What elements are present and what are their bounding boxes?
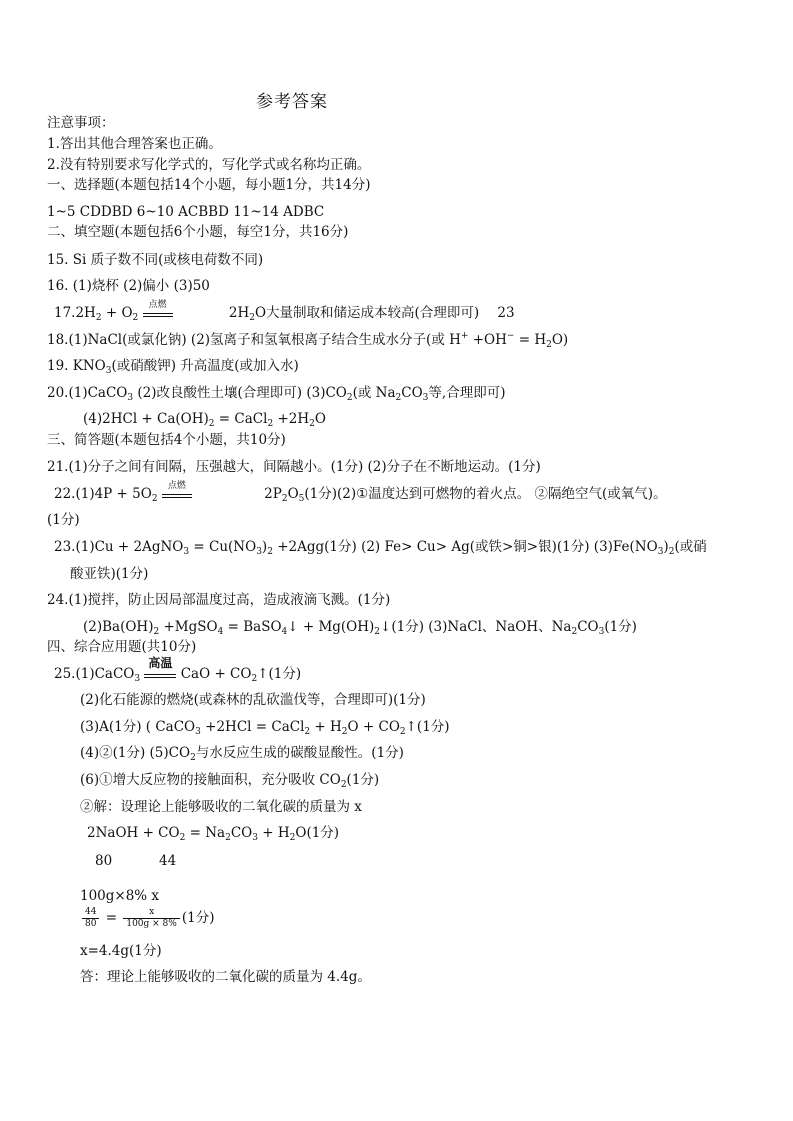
q25-sub: 2 bbox=[341, 727, 348, 737]
q22-text: (1分)(2)①温度达到可燃物的着火点。 ②隔绝空气(或氧气)。 bbox=[304, 486, 667, 502]
question-22 bbox=[54, 481, 667, 504]
fraction-numerator: x bbox=[123, 907, 179, 919]
q18-sub: 2 bbox=[546, 340, 552, 350]
question-25-proportion bbox=[80, 906, 214, 930]
q20-sub: 2 bbox=[309, 419, 315, 429]
q23-text: ) bbox=[663, 539, 669, 555]
q17-text: + O bbox=[101, 305, 133, 321]
question-25-line-5 bbox=[80, 770, 379, 790]
q25-text: 25.(1)CaCO bbox=[54, 666, 135, 682]
q22-text: 2P bbox=[264, 486, 282, 502]
q23-text: +2Agg(1分) (2) Fe> Cu> Ag(或铁>铜>银)(1分) (3)Fe(NO bbox=[272, 539, 658, 555]
q24-text: ↓ + Mg(OH) bbox=[287, 619, 375, 635]
q25-sub: 2 bbox=[289, 833, 296, 843]
condition-label: 点燃 bbox=[167, 481, 186, 491]
q25-text: O + CO bbox=[347, 719, 400, 735]
q22-sub: 2 bbox=[281, 494, 288, 504]
q18-text: O) bbox=[551, 332, 569, 348]
section-2-heading: 二、填空题(本题包括6个小题，每空1分，共16分) bbox=[47, 224, 349, 240]
q25-sub: 2 bbox=[225, 833, 231, 843]
q22-text: O bbox=[287, 486, 299, 502]
q25-text: CaO + CO bbox=[180, 666, 252, 682]
q18-text: +OH bbox=[468, 332, 507, 348]
q25-text: = Na bbox=[185, 825, 226, 841]
q18-sup: − bbox=[506, 331, 515, 341]
q23-text: (或硝 bbox=[674, 539, 707, 555]
q20-text: 20.(1)CaCO bbox=[47, 385, 128, 401]
q25-sub: 2 bbox=[340, 780, 347, 790]
q19-text: (或硝酸钾) 升高温度(或加入水) bbox=[111, 358, 299, 374]
q18-text: = H bbox=[514, 332, 547, 348]
q20-sub: 2 bbox=[346, 393, 353, 403]
q25-sub: 2 bbox=[304, 727, 311, 737]
question-20-line-2 bbox=[83, 409, 326, 429]
q25-sub: 2 bbox=[190, 753, 196, 763]
q23-sub: 3 bbox=[256, 547, 262, 557]
page-title: 参考答案 bbox=[256, 92, 328, 112]
q20-text: 等,合理即可) bbox=[428, 385, 506, 401]
q17-sub: 2 bbox=[132, 313, 139, 323]
section-1-answers: 1~5 CDDBD 6~10 ACBBD 11~14 ADBC bbox=[47, 204, 325, 220]
q20-text: (4)2HCl + Ca(OH) bbox=[83, 411, 209, 427]
question-19 bbox=[47, 356, 299, 376]
question-25-answer: 答：理论上能够吸收的二氧化碳的质量为 4.4g。 bbox=[80, 969, 371, 985]
q25-text: ↑(1分) bbox=[405, 719, 450, 735]
q23-sub: 2 bbox=[668, 547, 675, 557]
q25-sub: 3 bbox=[195, 727, 201, 737]
molar-mass-naoh: 80 bbox=[95, 853, 113, 869]
q17-sub: 2 bbox=[95, 313, 102, 323]
note-1: 1.答出其他合理答案也正确。 bbox=[47, 136, 222, 152]
q25-sub: 3 bbox=[134, 674, 141, 684]
question-25-result: x=4.4g(1分) bbox=[80, 943, 162, 959]
q20-text: = CaCl bbox=[214, 411, 268, 427]
question-25-line-3 bbox=[80, 717, 450, 737]
q23-text: 23.(1)Cu + 2AgNO bbox=[54, 539, 184, 555]
fraction-left bbox=[82, 907, 99, 930]
fraction-denominator: 100g × 8% bbox=[126, 919, 177, 929]
q25-text: +2HCl = CaCl bbox=[200, 719, 305, 735]
question-22-continued: (1分) bbox=[47, 512, 80, 528]
reaction-condition-arrow bbox=[144, 656, 176, 678]
q24-text: +MgSO bbox=[159, 619, 218, 635]
q20-sub: 3 bbox=[127, 393, 134, 403]
q25-text: O(1分) bbox=[295, 825, 340, 841]
condition-label: 点燃 bbox=[148, 300, 167, 310]
q24-sub: 2 bbox=[571, 627, 578, 637]
q23-text: ) bbox=[261, 539, 268, 555]
q19-text: 19. KNO bbox=[47, 358, 106, 374]
q24-text: (2)Ba(OH) bbox=[83, 619, 154, 635]
q20-text: O bbox=[314, 411, 326, 427]
question-16: 16. (1)烧杯 (2)偏小 (3)50 bbox=[47, 278, 210, 294]
q17-text: 2H bbox=[228, 305, 250, 321]
condition-label: 高温 bbox=[148, 656, 173, 670]
q25-text: CO bbox=[230, 825, 253, 841]
q25-text: (3)A(1分) ( CaCO bbox=[80, 719, 196, 735]
reaction-condition-arrow bbox=[162, 481, 192, 498]
section-1-heading: 一、选择题(本题包括14个小题，每小题1分，共14分) bbox=[47, 177, 371, 193]
q24-sub: 2 bbox=[374, 627, 381, 637]
q22-sub: 5 bbox=[298, 494, 305, 504]
q20-sub: 2 bbox=[208, 419, 215, 429]
molar-mass-co2: 44 bbox=[159, 853, 177, 869]
q25-text: 与水反应生成的碳酸显酸性。(1分) bbox=[195, 745, 404, 761]
q20-sub: 3 bbox=[422, 393, 429, 403]
q22-text: 22.(1)4P + 5O bbox=[54, 486, 152, 502]
q22-sub: 2 bbox=[151, 494, 158, 504]
section-4-heading: 四、综合应用题(共10分) bbox=[47, 639, 197, 655]
q25-text: (1分) bbox=[181, 910, 215, 926]
q24-text: (1分) bbox=[604, 619, 637, 635]
q24-text: CO bbox=[577, 619, 599, 635]
q25-sub: 2 bbox=[251, 674, 258, 684]
fraction-right bbox=[123, 907, 179, 930]
notes-heading: 注意事项： bbox=[47, 115, 115, 131]
q24-sub: 2 bbox=[153, 627, 160, 637]
q24-sub: 3 bbox=[598, 627, 605, 637]
q17-text: O大量制取和储运成本较高(合理即可) bbox=[254, 305, 480, 321]
section-3-heading: 三、简答题(本题包括4个小题，共10分) bbox=[47, 432, 286, 448]
question-18 bbox=[47, 330, 568, 350]
q20-text: +2H bbox=[273, 411, 310, 427]
q20-text: (2)改良酸性土壤(合理即可) (3)CO bbox=[133, 385, 347, 401]
q25-sub: 2 bbox=[399, 727, 406, 737]
equals-sign: = bbox=[105, 910, 118, 926]
question-15: 15. Si 质子数不同(或核电荷数不同) bbox=[47, 252, 264, 268]
q24-sub: 4 bbox=[281, 627, 288, 637]
q25-sub: 3 bbox=[252, 833, 258, 843]
q17-sub: 2 bbox=[249, 313, 255, 323]
q25-text: + H bbox=[257, 825, 290, 841]
q25-text: (1分) bbox=[346, 772, 380, 788]
q23-sub: 2 bbox=[267, 547, 273, 557]
question-23-continued: 酸亚铁)(1分) bbox=[70, 566, 149, 582]
question-24-line-2 bbox=[83, 617, 637, 637]
note-2: 2.没有特别要求写化学式的，写化学式或名称均正确。 bbox=[47, 157, 371, 173]
q20-text: CO bbox=[401, 385, 423, 401]
q23-text: = Cu(NO bbox=[189, 539, 257, 555]
q24-text: ↓(1分) (3)NaCl、NaOH、Na bbox=[380, 619, 572, 635]
q20-sub: 2 bbox=[395, 393, 402, 403]
q25-sub: 2 bbox=[179, 833, 186, 843]
q24-text: = BaSO bbox=[223, 619, 282, 635]
question-25-equation bbox=[87, 823, 339, 843]
q19-sub: 3 bbox=[105, 366, 112, 376]
question-25-line-4 bbox=[80, 743, 404, 763]
q17-text: 17.2H bbox=[54, 305, 96, 321]
question-21: 21.(1)分子之间有间隔，压强越大，间隔越小。(1分) (2)分子在不断地运动。(1分) bbox=[47, 459, 541, 475]
question-23 bbox=[54, 537, 707, 557]
q25-text: (6)①增大反应物的接触面积，充分吸收 CO bbox=[80, 772, 341, 788]
q23-sub: 3 bbox=[183, 547, 190, 557]
q18-text: 18.(1)NaCl(或氯化钠) (2)氢离子和氢氧根离子结合生成水分子(或 H bbox=[47, 332, 461, 348]
question-17 bbox=[54, 300, 515, 323]
q25-text: (4)②(1分) (5)CO bbox=[80, 745, 191, 761]
fraction-numerator: 44 bbox=[82, 907, 99, 919]
q18-sup: + bbox=[460, 331, 469, 341]
question-24-line-1: 24.(1)搅拌，防止因局部温度过高，造成液滴飞溅。(1分) bbox=[47, 592, 391, 608]
reaction-condition-arrow bbox=[143, 300, 173, 317]
q25-text: ↑(1分) bbox=[257, 666, 302, 682]
question-25-given-mass: 100g×8% x bbox=[80, 888, 160, 904]
question-25-line-2: (2)化石能源的燃烧(或森林的乱砍滥伐等，合理即可)(1分) bbox=[80, 692, 426, 708]
q24-sub: 4 bbox=[217, 627, 224, 637]
q17-score: 23 bbox=[497, 305, 515, 321]
q23-sub: 3 bbox=[657, 547, 664, 557]
question-20-line-1 bbox=[47, 383, 505, 403]
q25-text: 2NaOH + CO bbox=[87, 825, 180, 841]
q25-text: + H bbox=[310, 719, 342, 735]
question-25-line-1 bbox=[54, 656, 302, 684]
fraction-denominator: 80 bbox=[85, 919, 97, 929]
question-25-solution-setup: ②解：设理论上能够吸收的二氧化碳的质量为 x bbox=[80, 799, 362, 815]
q20-sub: 2 bbox=[267, 419, 274, 429]
q20-text: (或 Na bbox=[352, 385, 396, 401]
